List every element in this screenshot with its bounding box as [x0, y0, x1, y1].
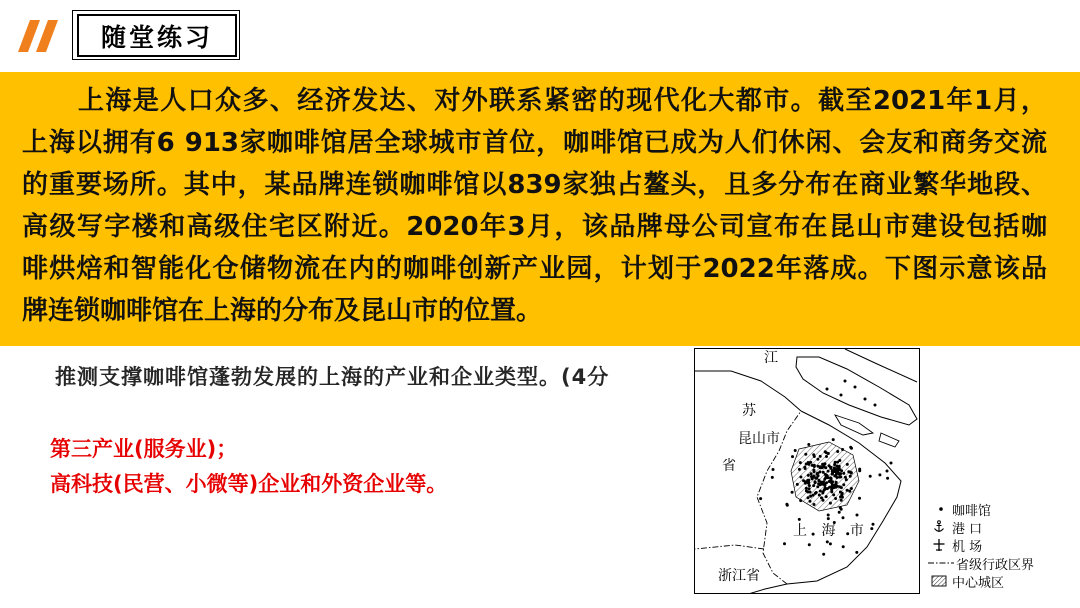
- coffee-shop-dot: [813, 503, 816, 506]
- coffee-shop-dot: [832, 493, 835, 496]
- coffee-shop-dot: [806, 479, 809, 482]
- coffee-shop-dot: [827, 517, 830, 520]
- coffee-shop-dot: [819, 455, 822, 458]
- coffee-shop-dot: [791, 491, 794, 494]
- coffee-shop-dot: [838, 511, 841, 514]
- coffee-shop-dot: [837, 473, 840, 476]
- coffee-shop-dot: [808, 487, 811, 490]
- coffee-shop-dot: [844, 380, 847, 383]
- coffee-shop-dot: [810, 475, 813, 478]
- passage-band: [0, 72, 1080, 346]
- shanghai-coffee-map: [694, 348, 920, 594]
- coffee-shop-dot: [827, 470, 830, 473]
- map-legend: [926, 500, 1066, 590]
- coffee-shop-dot: [870, 527, 873, 530]
- hatched-area-box-icon: [926, 574, 952, 588]
- coffee-shop-dot: [886, 477, 889, 480]
- coffee-shop-dot: [832, 438, 835, 441]
- coffee-shop-dot: [850, 487, 853, 490]
- coffee-shop-dot: [878, 473, 881, 476]
- coffee-shop-dot: [858, 497, 861, 500]
- coffee-shop-dot: [772, 468, 775, 471]
- accent-stripe: [18, 20, 40, 52]
- chongming-island: [796, 357, 917, 425]
- map-label-jiangsu-province: 省: [722, 458, 736, 474]
- coffee-shop-dot: [816, 485, 819, 488]
- coffee-shop-dot: [799, 499, 802, 502]
- section-title-box: [72, 10, 240, 60]
- coffee-shop-dot: [840, 499, 843, 502]
- coffee-shop-dot: [807, 461, 810, 464]
- coffee-shop-dot: [809, 491, 812, 494]
- coffee-shop-dot: [856, 514, 859, 517]
- coffee-shop-dot: [829, 502, 832, 505]
- coffee-shop-dot: [824, 450, 827, 453]
- passage-line: 牌连锁咖啡馆在上海的分布及昆山市的位置。: [22, 296, 543, 326]
- question-text: 推测支撑咖啡馆蓬勃发展的上海的产业和企业类型。(4分: [55, 365, 610, 389]
- coffee-shop-dot: [890, 462, 893, 465]
- coffee-shop-dot: [807, 474, 810, 477]
- coffee-shop-dot: [817, 465, 820, 468]
- coffee-shop-dot: [807, 496, 810, 499]
- legend-item-central-city: [926, 572, 1066, 590]
- coffee-shop-dot: [886, 470, 889, 473]
- legend-item-coffee-shop: [926, 500, 1066, 518]
- coffee-shop-dot: [840, 469, 843, 472]
- map-label-kunshan: 昆山市: [738, 431, 780, 447]
- coffee-shop-dot: [799, 461, 802, 464]
- coffee-shop-dot: [826, 487, 829, 490]
- passage-line: 上海以拥有6 913家咖啡馆居全球城市首位，咖啡馆已成为人们休闲、会友和商务交流: [22, 128, 1047, 158]
- coffee-shop-dot: [808, 543, 811, 546]
- coffee-shop-dot: [849, 475, 852, 478]
- coffee-shop-dot: [823, 488, 826, 491]
- coffee-shop-dot: [848, 490, 851, 493]
- coffee-shop-dot: [827, 514, 830, 517]
- coffee-shop-dot: [819, 490, 822, 493]
- coffee-shop-dot: [840, 394, 843, 397]
- coffee-shop-dot: [771, 476, 774, 479]
- coffee-shop-dot: [836, 476, 839, 479]
- legend-label: 省级行政区界: [956, 557, 1035, 573]
- coffee-shop-dot: [864, 398, 867, 401]
- airport-icon: [926, 538, 952, 552]
- coffee-shop-dot: [812, 484, 815, 487]
- legend-item-port: [926, 518, 1066, 536]
- legend-label: 中心城区: [952, 575, 1005, 591]
- coffee-shop-dot: [825, 495, 828, 498]
- coffee-shop-dot: [874, 404, 877, 407]
- coffee-shop-dot: [825, 455, 828, 458]
- hengsha-island: [879, 433, 899, 447]
- coffee-shop-dot: [824, 462, 827, 465]
- accent-stripes: [12, 18, 68, 54]
- coffee-shop-dot: [826, 474, 829, 477]
- coffee-shop-dot: [836, 450, 839, 453]
- coffee-shop-dot: [812, 494, 815, 497]
- coffee-shop-dot: [829, 476, 832, 479]
- coffee-shop-dot: [823, 483, 826, 486]
- coffee-shop-dot: [855, 551, 858, 554]
- passage-line: 高级写字楼和高级住宅区附近。2020年3月，该品牌母公司宣布在昆山市建设包括咖: [22, 212, 1047, 242]
- coffee-shop-dot: [858, 468, 861, 471]
- coffee-shop-dot: [849, 446, 852, 449]
- coffee-shop-dot: [846, 463, 849, 466]
- coffee-shop-dot: [820, 496, 823, 499]
- coffee-shop-dot: [832, 484, 835, 487]
- legend-label: 港 口: [952, 521, 983, 537]
- coffee-shop-dot: [807, 443, 810, 446]
- answer-line: 高科技(民营、小微等)企业和外资企业等。: [50, 472, 448, 496]
- dash-dot-boundary-line-icon: [926, 556, 956, 570]
- legend-label: 机 场: [952, 539, 983, 555]
- coffee-shop-dot: [803, 466, 806, 469]
- coffee-shop-dot: [805, 487, 808, 490]
- coffee-shop-dot: [840, 486, 843, 489]
- legend-item-provincial-boundary: [926, 554, 1066, 572]
- coffee-shop-dot: [826, 388, 829, 391]
- coffee-shop-dot: [838, 459, 841, 462]
- coffee-shop-dot: [821, 492, 824, 495]
- map-label-shanghai: 上 海 市: [793, 523, 864, 539]
- coffee-shop-dot: [840, 508, 843, 511]
- coffee-shop-dot: [844, 476, 847, 479]
- coffee-shop-dot: [839, 495, 842, 498]
- coffee-shop-dot: [796, 483, 799, 486]
- coffee-shop-dot: [854, 386, 857, 389]
- coffee-shop-dot: [759, 497, 762, 500]
- coffee-shop-dot: [804, 453, 807, 456]
- coffee-shop-dot: [842, 483, 845, 486]
- coffee-shop-dot: [813, 475, 816, 478]
- passage-line: 的重要场所。其中，某品牌连锁咖啡馆以839家独占鳌头，且多分布在商业繁华地段、: [22, 170, 1047, 200]
- coffee-shop-dot: [830, 490, 833, 493]
- coffee-shop-dot: [869, 475, 872, 478]
- coffee-shop-dot: [842, 545, 845, 548]
- answer-line: 第三产业(服务业)；: [50, 437, 238, 461]
- coffee-shop-dot: [816, 458, 819, 461]
- coffee-shop-dot: [834, 497, 837, 500]
- coffee-shop-dot: [842, 472, 845, 475]
- provincial-boundary: [695, 545, 764, 549]
- coffee-shop-dot: [785, 503, 788, 506]
- map-label-zhejiang: 浙江省: [718, 568, 760, 584]
- coffee-shop-dot: [813, 464, 816, 467]
- coffee-shop-dot: [809, 500, 812, 503]
- coffee-shop-dot: [827, 452, 830, 455]
- legend-item-airport: [926, 536, 1066, 554]
- section-title: 随堂练习: [77, 14, 237, 57]
- map-label-river: 江: [764, 350, 778, 366]
- coffee-shop-dot: [846, 489, 849, 492]
- coffee-shop-dot-icon: [926, 502, 952, 516]
- coffee-shop-dot: [807, 482, 810, 485]
- coffee-shop-dot: [829, 542, 832, 545]
- coffee-shop-dot: [799, 476, 802, 479]
- coffee-shop-dot: [798, 518, 801, 521]
- coffee-shop-dot: [817, 482, 820, 485]
- passage-line: 啡烘焙和智能化仓储物流在内的咖啡创新产业园，计划于2022年落成。下图示意该品: [22, 254, 1047, 284]
- coffee-shop-dot: [791, 455, 794, 458]
- legend-label: 咖啡馆: [952, 503, 992, 519]
- coffee-shop-dot: [841, 448, 844, 451]
- coffee-shop-dot: [830, 486, 833, 489]
- coffee-shop-dot: [834, 461, 837, 464]
- accent-stripe: [36, 20, 58, 52]
- coffee-shop-dot: [802, 479, 805, 482]
- coffee-shop-dot: [830, 466, 833, 469]
- coffee-shop-dot: [804, 482, 807, 485]
- coffee-shop-dot: [842, 516, 845, 519]
- coffee-shop-dot: [850, 472, 853, 475]
- coffee-shop-dot: [812, 453, 815, 456]
- coffee-shop-dot: [794, 449, 797, 452]
- coffee-shop-dot: [812, 469, 815, 472]
- coffee-shop-dot: [814, 480, 817, 483]
- coffee-shop-dot: [816, 473, 819, 476]
- coffee-shop-dot: [783, 542, 786, 545]
- coffee-shop-dot: [815, 476, 818, 479]
- coffee-shop-dot: [832, 469, 835, 472]
- passage-text: [22, 80, 1047, 332]
- coffee-shop-dot: [838, 476, 841, 479]
- coffee-shop-dot: [872, 523, 875, 526]
- coffee-shop-dot: [810, 472, 813, 475]
- passage-line: 上海是人口众多、经济发达、对外联系紧密的现代化大都市。截至2021年1月，: [78, 86, 1047, 116]
- coffee-shop-dot: [798, 468, 801, 471]
- anchor-icon: [926, 520, 952, 534]
- coffee-shop-dot: [824, 466, 827, 469]
- map-label-jiangsu: 苏: [742, 403, 756, 419]
- coffee-shop-dot: [822, 471, 825, 474]
- coffee-shop-dot: [826, 540, 829, 543]
- coffee-shop-dot: [818, 494, 821, 497]
- coffee-shop-dot: [841, 492, 844, 495]
- coffee-shop-dot: [822, 553, 825, 556]
